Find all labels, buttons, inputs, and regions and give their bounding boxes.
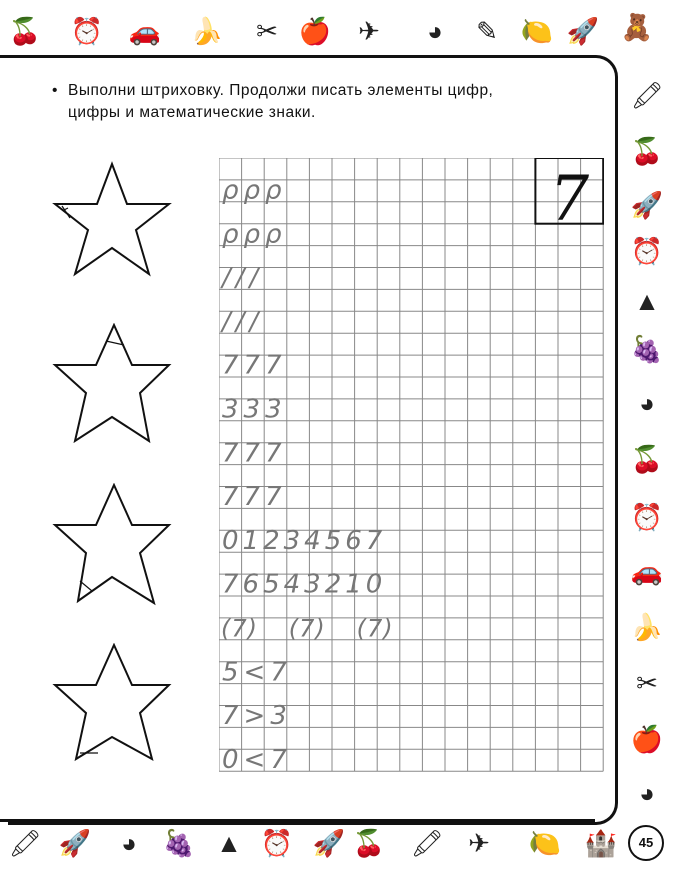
apple-icon: 🍎 [630, 724, 664, 754]
lemon-icon: 🍋 [528, 828, 562, 858]
copybook-row-4: /// [222, 306, 264, 337]
airplane-icon: ✈ [468, 828, 490, 858]
alarm-clock-icon: ⏰ [260, 828, 294, 858]
alarm-clock-icon: ⏰ [630, 502, 664, 532]
copybook-row-11-item-3: (7) [356, 614, 394, 643]
pyramid-icon: ▲ [634, 286, 660, 316]
page-number: 45 [628, 825, 664, 861]
copybook-row-5: 777 [222, 350, 287, 381]
copybook-row-10: 76543210 [222, 569, 387, 600]
cherry-icon: 🍒 [630, 444, 664, 474]
copybook-row-6: 333 [222, 394, 287, 425]
lemon-icon: 🍋 [520, 16, 554, 46]
apple-icon: 🍎 [298, 16, 332, 46]
copybook-grid[interactable] [219, 158, 604, 773]
rocket-icon: 🚀 [566, 16, 600, 46]
model-digit: 7 [549, 161, 590, 235]
copybook-row-13: 7>3 [222, 701, 292, 732]
instruction-line-2: цифры и математические знаки. [68, 104, 316, 121]
pyramid-icon: ▲ [216, 828, 242, 858]
copybook-row-2: ρρρ [222, 219, 287, 250]
ball-icon: ◕ [121, 828, 137, 858]
star-outline-2[interactable] [52, 323, 172, 448]
copybook-row-9: 01234567 [222, 525, 387, 556]
banana-icon: 🍌 [630, 612, 664, 642]
rocket-icon: 🚀 [58, 828, 92, 858]
star-outline-3[interactable] [52, 483, 172, 608]
rocket-icon: 🚀 [630, 190, 664, 220]
star-outline-1[interactable] [52, 160, 172, 280]
grapes-icon: 🍇 [630, 334, 664, 364]
rocket-icon: 🚀 [312, 828, 346, 858]
scissors-icon: ✂ [256, 16, 278, 46]
copybook-row-8: 777 [222, 482, 287, 513]
instruction-text [52, 80, 572, 124]
alarm-clock-icon: ⏰ [70, 16, 104, 46]
scissors-icon: ✂ [636, 668, 658, 698]
copybook-row-14: 0<7 [222, 744, 292, 773]
castle-icon: 🏰 [584, 828, 618, 858]
car-icon: 🚗 [630, 556, 664, 586]
copybook-row-1: ρρρ [222, 175, 287, 206]
copybook-row-7: 777 [222, 438, 287, 469]
grapes-icon: 🍇 [162, 828, 196, 858]
copybook-row-11-item-1: (7) [221, 614, 258, 643]
copybook-row-12: 5<7 [222, 657, 292, 688]
copybook-row-3: /// [222, 263, 264, 294]
airplane-icon: ✈ [358, 16, 380, 46]
banana-icon: 🍌 [190, 16, 224, 46]
cherry-icon: 🍒 [352, 828, 386, 858]
ball-icon: ◕ [639, 778, 655, 808]
instruction-bullet: • [52, 82, 58, 99]
teddy-bear-icon: 🧸 [620, 12, 654, 42]
pencil-icon: ✎ [476, 16, 498, 46]
alarm-clock-icon: ⏰ [630, 236, 664, 266]
star-outline-4[interactable] [52, 643, 172, 768]
copybook-row-11-item-2: (7) [288, 614, 326, 643]
crayons-icon: 🖍 [630, 80, 664, 110]
ball-icon: ◕ [639, 388, 655, 418]
ball-icon: ◕ [427, 16, 443, 46]
cherry-icon: 🍒 [8, 16, 42, 46]
crayons-icon: 🖍 [8, 828, 42, 858]
frame-bottom-line [0, 819, 595, 822]
cherry-icon: 🍒 [630, 136, 664, 166]
car-icon: 🚗 [128, 16, 162, 46]
crayons-icon: 🖍 [410, 828, 444, 858]
instruction-line-1: Выполни штриховку. Продолжи писать элементы цифр, [68, 82, 494, 99]
